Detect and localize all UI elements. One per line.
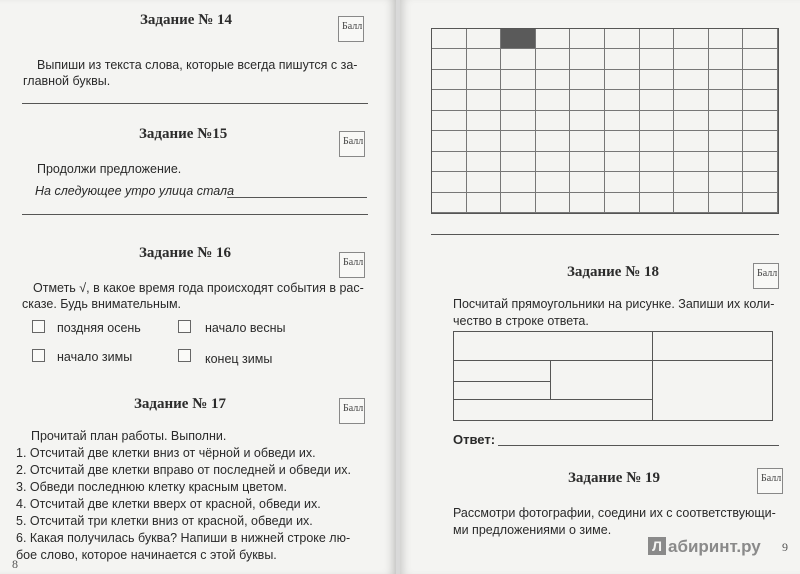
rect-divider bbox=[652, 332, 653, 420]
grid-cell[interactable] bbox=[467, 131, 502, 151]
task-17-step-5: 5. Отсчитай три клетки вниз от красной, обведи их. bbox=[16, 514, 313, 528]
grid-cell[interactable] bbox=[640, 90, 675, 110]
grid-cell[interactable] bbox=[570, 90, 605, 110]
option-early-winter-label: начало зимы bbox=[57, 350, 133, 364]
grid-cell-black[interactable] bbox=[501, 29, 536, 49]
left-page-number: 8 bbox=[12, 557, 18, 571]
grid-cell[interactable] bbox=[605, 49, 640, 69]
grid-cell[interactable] bbox=[674, 193, 709, 213]
grid-cell[interactable] bbox=[709, 152, 744, 172]
grid-cell[interactable] bbox=[605, 70, 640, 90]
grid-cell[interactable] bbox=[605, 193, 640, 213]
task-16-score-box: Балл bbox=[339, 252, 365, 278]
grid-cell[interactable] bbox=[640, 152, 675, 172]
task-14-text-line-1: Выпиши из текста слова, которые всегда пишутся с за- bbox=[37, 58, 358, 72]
grid-cell[interactable] bbox=[743, 172, 778, 192]
grid-cell[interactable] bbox=[467, 193, 502, 213]
grid-cell[interactable] bbox=[674, 152, 709, 172]
grid-cell[interactable] bbox=[501, 131, 536, 151]
task-17-step-4: 4. Отсчитай две клетки вверх от красной, обведи их. bbox=[16, 497, 321, 511]
task-14-score-box: Балл bbox=[338, 16, 364, 42]
grid-cell[interactable] bbox=[674, 49, 709, 69]
grid-cell[interactable] bbox=[570, 152, 605, 172]
grid-cell[interactable] bbox=[570, 70, 605, 90]
task-19-text-line-1: Рассмотри фотографии, соедини их с соответствующи- bbox=[453, 506, 776, 520]
option-early-spring-checkbox[interactable] bbox=[178, 320, 191, 333]
grid-cell[interactable] bbox=[709, 193, 744, 213]
grid-cell[interactable] bbox=[674, 172, 709, 192]
task-18-score-box: Балл bbox=[753, 263, 779, 289]
grid-cell[interactable] bbox=[467, 90, 502, 110]
grid-cell[interactable] bbox=[536, 131, 571, 151]
grid-answer-line[interactable] bbox=[431, 234, 779, 235]
right-page bbox=[400, 0, 800, 574]
grid-cell[interactable] bbox=[709, 70, 744, 90]
grid-cell[interactable] bbox=[536, 172, 571, 192]
grid-cell[interactable] bbox=[743, 111, 778, 131]
grid-cell[interactable] bbox=[432, 29, 467, 49]
grid-cell[interactable] bbox=[640, 70, 675, 90]
labirint-watermark bbox=[648, 537, 761, 557]
grid-cell[interactable] bbox=[536, 90, 571, 110]
grid-cell[interactable] bbox=[467, 70, 502, 90]
grid-cell[interactable] bbox=[605, 172, 640, 192]
grid-cell[interactable] bbox=[743, 131, 778, 151]
grid-cell[interactable] bbox=[674, 111, 709, 131]
grid-cell[interactable] bbox=[432, 90, 467, 110]
grid-cell[interactable] bbox=[570, 131, 605, 151]
grid-cell[interactable] bbox=[501, 111, 536, 131]
task-15-prompt: На следующее утро улица стала bbox=[35, 184, 235, 198]
grid-cell[interactable] bbox=[501, 70, 536, 90]
grid-cell[interactable] bbox=[501, 172, 536, 192]
task-18-text-line-2: чество в строке ответа. bbox=[453, 314, 589, 328]
task-17-intro: Прочитай план работы. Выполни. bbox=[31, 429, 227, 443]
grid-cell[interactable] bbox=[570, 29, 605, 49]
grid-cell[interactable] bbox=[605, 29, 640, 49]
grid-cell[interactable] bbox=[709, 49, 744, 69]
grid-cell[interactable] bbox=[640, 131, 675, 151]
task-15-title: Задание №15 bbox=[139, 126, 228, 142]
grid-cell[interactable] bbox=[640, 29, 675, 49]
task-15-text: Продолжи предложение. bbox=[37, 162, 182, 176]
left-page bbox=[0, 0, 396, 574]
task-19-text-line-2: ми предложениями о зиме. bbox=[453, 523, 612, 537]
grid-cell[interactable] bbox=[467, 152, 502, 172]
task-18-answer-line[interactable] bbox=[498, 445, 779, 446]
task-14-text-line-2: главной буквы. bbox=[23, 74, 111, 88]
grid-cell[interactable] bbox=[501, 49, 536, 69]
grid-cell[interactable] bbox=[570, 111, 605, 131]
grid-cell[interactable] bbox=[432, 70, 467, 90]
grid-cell[interactable] bbox=[743, 152, 778, 172]
task-17-title: Задание № 17 bbox=[134, 396, 227, 412]
rect-divider bbox=[454, 399, 652, 400]
grid-cell[interactable] bbox=[432, 193, 467, 213]
grid-cell[interactable] bbox=[536, 111, 571, 131]
rect-divider bbox=[550, 360, 551, 399]
grid-cell[interactable] bbox=[570, 172, 605, 192]
task-19-score-box: Балл bbox=[757, 468, 783, 494]
option-late-autumn-label: поздняя осень bbox=[57, 321, 141, 335]
task-14-title: Задание № 14 bbox=[140, 12, 233, 28]
task-18-title: Задание № 18 bbox=[567, 264, 660, 280]
grid-cell[interactable] bbox=[536, 70, 571, 90]
grid-cell[interactable] bbox=[501, 152, 536, 172]
grid-cell[interactable] bbox=[674, 29, 709, 49]
option-late-autumn-checkbox[interactable] bbox=[32, 320, 45, 333]
grid-cell[interactable] bbox=[640, 111, 675, 131]
task-17-step-6: 6. Какая получилась буква? Напиши в нижней строке лю- bbox=[16, 531, 351, 545]
grid-cell[interactable] bbox=[640, 172, 675, 192]
task-17-score-box: Балл bbox=[339, 398, 365, 424]
grid-cell[interactable] bbox=[709, 111, 744, 131]
grid-cell[interactable] bbox=[467, 29, 502, 49]
grid-cell[interactable] bbox=[605, 152, 640, 172]
task-18-text-line-1: Посчитай прямоугольники на рисунке. Запиши их коли- bbox=[453, 297, 775, 311]
grid-cell[interactable] bbox=[605, 131, 640, 151]
grid-cell[interactable] bbox=[709, 131, 744, 151]
grid-cell[interactable] bbox=[709, 172, 744, 192]
task-15-answer-line-1[interactable] bbox=[227, 197, 367, 198]
grid-cell[interactable] bbox=[536, 49, 571, 69]
grid-cell[interactable] bbox=[570, 49, 605, 69]
task-16-title: Задание № 16 bbox=[139, 245, 232, 261]
grid-cell[interactable] bbox=[743, 193, 778, 213]
option-late-winter-label: конец зимы bbox=[205, 352, 273, 366]
grid-cell[interactable] bbox=[605, 90, 640, 110]
grid-cell[interactable] bbox=[709, 29, 744, 49]
grid-cell[interactable] bbox=[501, 193, 536, 213]
grid-cell[interactable] bbox=[467, 111, 502, 131]
task-17-step-1: 1. Отсчитай две клетки вниз от чёрной и обведи их. bbox=[16, 446, 316, 460]
task-18-rectangles-figure bbox=[453, 331, 773, 421]
grid-cell[interactable] bbox=[467, 49, 502, 69]
task-16-text-line-1: Отметь √, в какое время года происходят события в рас- bbox=[33, 281, 364, 295]
grid-cell[interactable] bbox=[501, 90, 536, 110]
grid-cell[interactable] bbox=[743, 29, 778, 49]
grid-cell[interactable] bbox=[674, 131, 709, 151]
grid-cell[interactable] bbox=[605, 111, 640, 131]
grid-cell[interactable] bbox=[640, 193, 675, 213]
rect-divider bbox=[454, 381, 550, 382]
option-early-spring-label: начало весны bbox=[205, 321, 286, 335]
task-19-title: Задание № 19 bbox=[568, 470, 661, 486]
grid-cell[interactable] bbox=[570, 193, 605, 213]
task-17-step-2: 2. Отсчитай две клетки вправо от последней и обведи их. bbox=[16, 463, 351, 477]
grid-cell[interactable] bbox=[432, 49, 467, 69]
grid-cell[interactable] bbox=[709, 90, 744, 110]
option-early-winter-checkbox[interactable] bbox=[32, 349, 45, 362]
rect-divider bbox=[652, 360, 772, 361]
task-15-score-box: Балл bbox=[339, 131, 365, 157]
grid-cell[interactable] bbox=[743, 90, 778, 110]
task-17-step-6-cont: бое слово, которое начинается с этой буквы. bbox=[16, 548, 277, 562]
rect-divider bbox=[454, 360, 652, 361]
grid-cell[interactable] bbox=[432, 172, 467, 192]
option-late-winter-checkbox[interactable] bbox=[178, 349, 191, 362]
grid-cell[interactable] bbox=[674, 70, 709, 90]
grid-cell[interactable] bbox=[743, 70, 778, 90]
grid-cell[interactable] bbox=[432, 111, 467, 131]
grid-cell[interactable] bbox=[432, 131, 467, 151]
watermark-text: абиринт.ру bbox=[668, 537, 761, 556]
grid-cell[interactable] bbox=[674, 90, 709, 110]
task-15-answer-line-2[interactable] bbox=[22, 214, 368, 215]
task-16-text-line-2: сказе. Будь внимательным. bbox=[22, 297, 182, 311]
grid-cell[interactable] bbox=[743, 49, 778, 69]
task-14-answer-line[interactable] bbox=[22, 103, 368, 104]
task-17-step-3: 3. Обведи последнюю клетку красным цветом. bbox=[16, 480, 287, 494]
task-18-answer-label: Ответ: bbox=[453, 432, 496, 447]
grid-cell[interactable] bbox=[536, 29, 571, 49]
grid-cell[interactable] bbox=[640, 49, 675, 69]
grid-cell[interactable] bbox=[536, 152, 571, 172]
grid-cell[interactable] bbox=[467, 172, 502, 192]
right-page-number: 9 bbox=[782, 540, 788, 554]
watermark-badge: Л bbox=[648, 537, 666, 555]
grid-cell[interactable] bbox=[536, 193, 571, 213]
task-17-cell-grid[interactable] bbox=[431, 28, 779, 214]
grid-cell[interactable] bbox=[432, 152, 467, 172]
